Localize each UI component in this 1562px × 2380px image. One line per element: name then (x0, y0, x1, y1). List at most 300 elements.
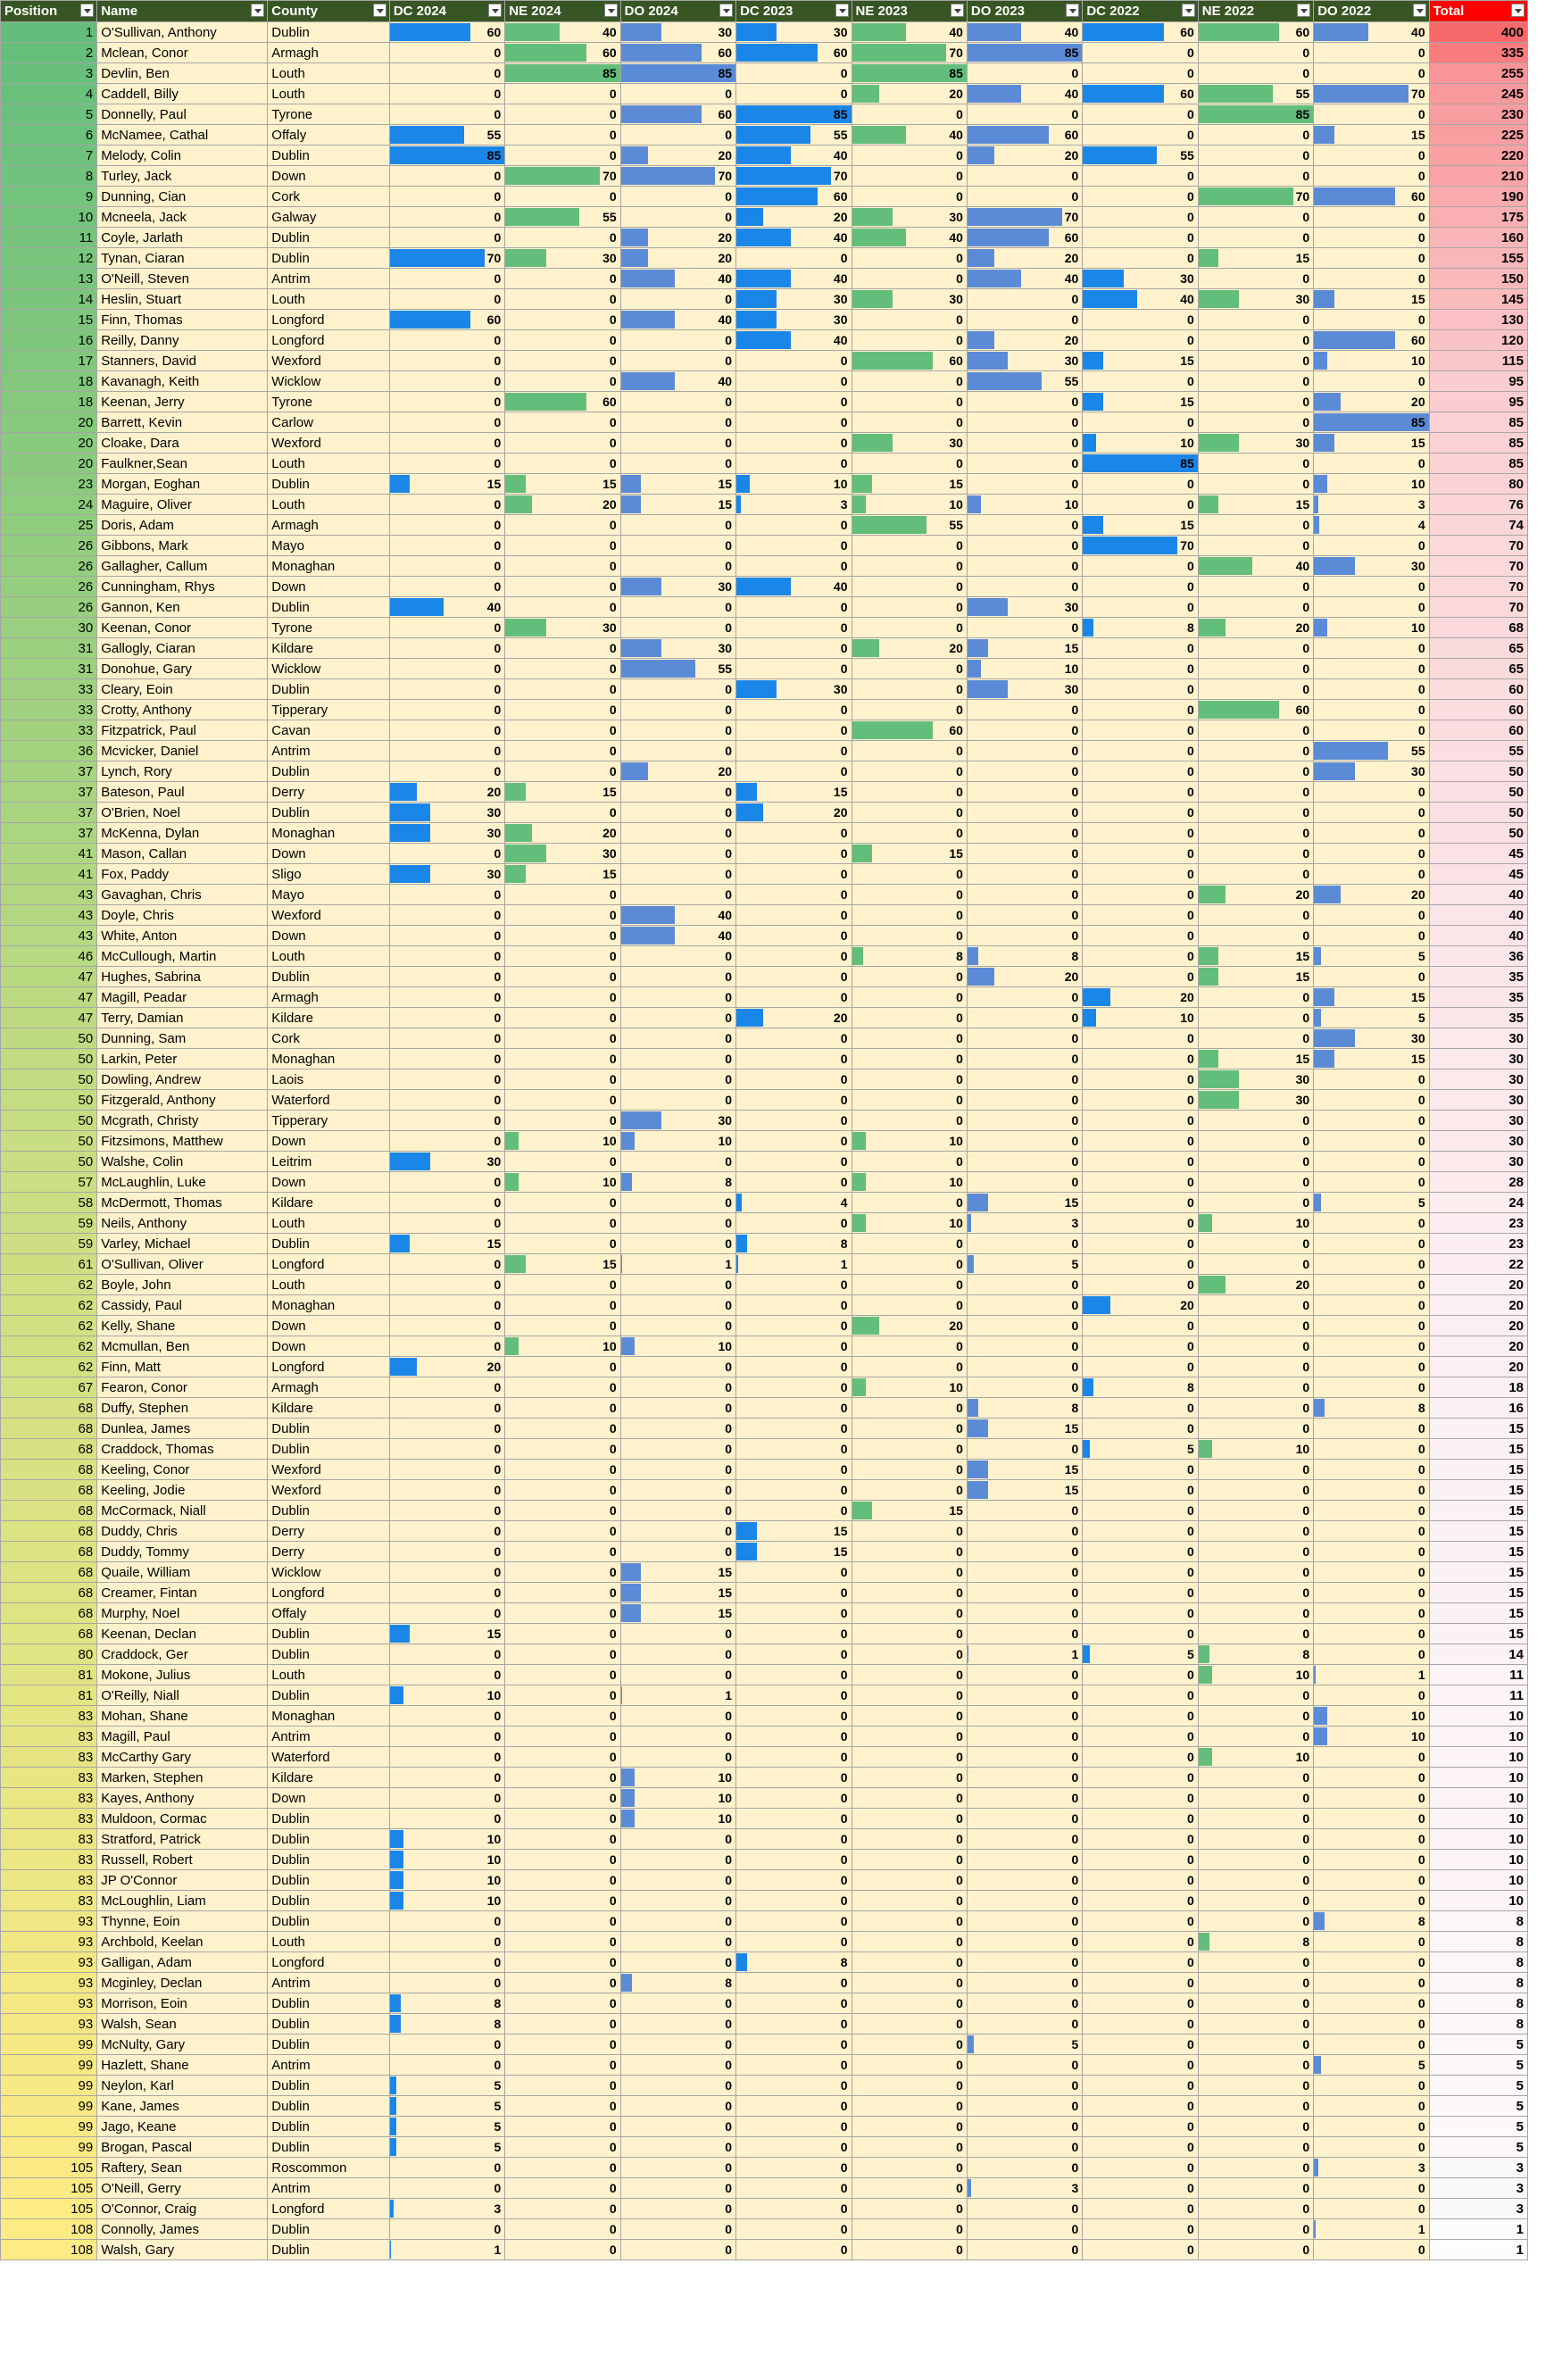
ne-score-cell[interactable] (505, 905, 620, 926)
dc-score-cell[interactable] (1083, 187, 1198, 207)
do-score-cell[interactable] (1314, 946, 1429, 967)
ne-score-cell[interactable] (505, 946, 620, 967)
do-score-cell[interactable] (967, 1357, 1082, 1377)
total-cell[interactable]: 15 (1429, 1439, 1527, 1460)
do-score-cell[interactable] (1314, 43, 1429, 63)
do-score-cell[interactable] (967, 2117, 1082, 2137)
ne-score-cell[interactable] (505, 1809, 620, 1829)
ne-score-cell[interactable] (852, 1254, 967, 1275)
ne-score-cell[interactable] (1198, 1398, 1313, 1419)
total-cell[interactable]: 3 (1429, 2199, 1527, 2219)
county-cell[interactable]: Down (268, 1172, 390, 1193)
ne-score-cell[interactable] (852, 782, 967, 803)
name-cell[interactable]: Mclean, Conor (97, 43, 268, 63)
dc-score-cell[interactable] (1083, 1336, 1198, 1357)
ne-score-cell[interactable] (505, 1850, 620, 1870)
dc-score-cell[interactable] (1083, 1624, 1198, 1644)
county-cell[interactable]: Mayo (268, 536, 390, 556)
filter-dropdown-icon[interactable] (80, 4, 94, 17)
dc-score-cell[interactable] (1083, 1069, 1198, 1090)
do-score-cell[interactable] (620, 1973, 735, 1993)
dc-score-cell[interactable] (1083, 1562, 1198, 1583)
dc-score-cell[interactable] (1083, 1727, 1198, 1747)
position-cell[interactable]: 93 (1, 1952, 97, 1973)
ne-score-cell[interactable] (852, 597, 967, 618)
dc-score-cell[interactable] (736, 1008, 852, 1028)
ne-score-cell[interactable] (505, 515, 620, 536)
ne-score-cell[interactable] (505, 597, 620, 618)
county-cell[interactable]: Kildare (268, 1398, 390, 1419)
do-score-cell[interactable] (620, 351, 735, 371)
total-cell[interactable]: 15 (1429, 1542, 1527, 1562)
dc-score-cell[interactable] (389, 1316, 504, 1336)
dc-score-cell[interactable] (389, 515, 504, 536)
do-score-cell[interactable] (967, 22, 1082, 43)
dc-score-cell[interactable] (389, 803, 504, 823)
name-cell[interactable]: Gallogly, Ciaran (97, 638, 268, 659)
county-cell[interactable]: Dublin (268, 1685, 390, 1706)
ne-score-cell[interactable] (505, 1768, 620, 1788)
ne-score-cell[interactable] (505, 1254, 620, 1275)
ne-score-cell[interactable] (852, 1665, 967, 1685)
total-cell[interactable]: 60 (1429, 720, 1527, 741)
filter-dropdown-icon[interactable] (251, 4, 264, 17)
do-score-cell[interactable] (620, 1111, 735, 1131)
do-score-cell[interactable] (967, 1193, 1082, 1213)
position-cell[interactable]: 68 (1, 1398, 97, 1419)
ne-score-cell[interactable] (505, 2199, 620, 2219)
position-cell[interactable]: 14 (1, 289, 97, 310)
dc-score-cell[interactable] (1083, 618, 1198, 638)
position-cell[interactable]: 93 (1, 1911, 97, 1932)
do-score-cell[interactable] (967, 1460, 1082, 1480)
county-cell[interactable]: Longford (268, 1357, 390, 1377)
ne-score-cell[interactable] (505, 1336, 620, 1357)
ne-score-cell[interactable] (505, 2096, 620, 2117)
do-score-cell[interactable] (620, 1706, 735, 1727)
county-cell[interactable]: Down (268, 577, 390, 597)
total-cell[interactable]: 74 (1429, 515, 1527, 536)
do-score-cell[interactable] (1314, 2158, 1429, 2178)
dc-score-cell[interactable] (736, 1234, 852, 1254)
ne-score-cell[interactable] (852, 1069, 967, 1090)
do-score-cell[interactable] (620, 1357, 735, 1377)
do-score-cell[interactable] (967, 474, 1082, 495)
dc-score-cell[interactable] (736, 844, 852, 864)
dc-score-cell[interactable] (1083, 2137, 1198, 2158)
dc-score-cell[interactable] (389, 536, 504, 556)
total-cell[interactable]: 10 (1429, 1809, 1527, 1829)
ne-score-cell[interactable] (505, 782, 620, 803)
dc-score-cell[interactable] (1083, 741, 1198, 761)
ne-score-cell[interactable] (1198, 228, 1313, 248)
ne-score-cell[interactable] (852, 1706, 967, 1727)
county-cell[interactable]: Monaghan (268, 556, 390, 577)
ne-score-cell[interactable] (1198, 926, 1313, 946)
position-cell[interactable]: 12 (1, 248, 97, 269)
position-cell[interactable]: 108 (1, 2240, 97, 2260)
do-score-cell[interactable] (1314, 125, 1429, 146)
name-cell[interactable]: Gannon, Ken (97, 597, 268, 618)
dc-score-cell[interactable] (736, 782, 852, 803)
do-score-cell[interactable] (620, 269, 735, 289)
county-cell[interactable]: Louth (268, 495, 390, 515)
do-score-cell[interactable] (1314, 741, 1429, 761)
ne-score-cell[interactable] (1198, 1932, 1313, 1952)
total-cell[interactable]: 40 (1429, 926, 1527, 946)
do-score-cell[interactable] (967, 1644, 1082, 1665)
position-cell[interactable]: 18 (1, 371, 97, 392)
ne-score-cell[interactable] (1198, 700, 1313, 720)
county-cell[interactable]: Louth (268, 454, 390, 474)
ne-score-cell[interactable] (1198, 454, 1313, 474)
total-cell[interactable]: 150 (1429, 269, 1527, 289)
name-cell[interactable]: Dowling, Andrew (97, 1069, 268, 1090)
do-score-cell[interactable] (967, 1624, 1082, 1644)
county-cell[interactable]: Antrim (268, 2055, 390, 2076)
do-score-cell[interactable] (620, 1583, 735, 1603)
ne-score-cell[interactable] (505, 1172, 620, 1193)
do-score-cell[interactable] (1314, 1439, 1429, 1460)
name-cell[interactable]: Raftery, Sean (97, 2158, 268, 2178)
county-cell[interactable]: Monaghan (268, 1295, 390, 1316)
dc-score-cell[interactable] (1083, 1152, 1198, 1172)
ne-score-cell[interactable] (1198, 2055, 1313, 2076)
dc-score-cell[interactable] (389, 1521, 504, 1542)
ne-score-cell[interactable] (1198, 495, 1313, 515)
do-score-cell[interactable] (620, 166, 735, 187)
do-score-cell[interactable] (620, 885, 735, 905)
county-cell[interactable]: Longford (268, 2199, 390, 2219)
do-score-cell[interactable] (620, 1932, 735, 1952)
ne-score-cell[interactable] (1198, 125, 1313, 146)
do-score-cell[interactable] (967, 1603, 1082, 1624)
do-score-cell[interactable] (1314, 146, 1429, 166)
do-score-cell[interactable] (1314, 310, 1429, 330)
dc-score-cell[interactable] (736, 1993, 852, 2014)
dc-score-cell[interactable] (736, 1747, 852, 1768)
dc-score-cell[interactable] (736, 228, 852, 248)
do-score-cell[interactable] (1314, 1028, 1429, 1049)
ne-score-cell[interactable] (1198, 1603, 1313, 1624)
do-score-cell[interactable] (620, 515, 735, 536)
dc-score-cell[interactable] (1083, 1439, 1198, 1460)
dc-score-cell[interactable] (736, 2096, 852, 2117)
ne-score-cell[interactable] (1198, 1357, 1313, 1377)
total-cell[interactable]: 10 (1429, 1747, 1527, 1768)
county-cell[interactable]: Dublin (268, 1624, 390, 1644)
dc-score-cell[interactable] (389, 1891, 504, 1911)
ne-score-cell[interactable] (505, 1727, 620, 1747)
filter-dropdown-icon[interactable] (1413, 4, 1426, 17)
dc-score-cell[interactable] (1083, 351, 1198, 371)
do-score-cell[interactable] (967, 1275, 1082, 1295)
dc-score-cell[interactable] (736, 2240, 852, 2260)
ne-score-cell[interactable] (1198, 761, 1313, 782)
dc-score-cell[interactable] (1083, 1685, 1198, 1706)
ne-score-cell[interactable] (852, 2076, 967, 2096)
county-cell[interactable]: Dublin (268, 679, 390, 700)
dc-score-cell[interactable] (1083, 638, 1198, 659)
dc-score-cell[interactable] (736, 618, 852, 638)
filter-dropdown-icon[interactable] (1297, 4, 1310, 17)
county-cell[interactable]: Monaghan (268, 1049, 390, 1069)
county-cell[interactable]: Dublin (268, 1993, 390, 2014)
dc-score-cell[interactable] (736, 104, 852, 125)
dc-score-cell[interactable] (1083, 1583, 1198, 1603)
ne-score-cell[interactable] (1198, 1480, 1313, 1501)
ne-score-cell[interactable] (852, 1480, 967, 1501)
ne-score-cell[interactable] (505, 1357, 620, 1377)
name-cell[interactable]: O'Neill, Steven (97, 269, 268, 289)
dc-score-cell[interactable] (736, 1644, 852, 1665)
do-score-cell[interactable] (620, 22, 735, 43)
do-score-cell[interactable] (1314, 1870, 1429, 1891)
dc-score-cell[interactable] (1083, 515, 1198, 536)
dc-score-cell[interactable] (389, 1932, 504, 1952)
ne-score-cell[interactable] (852, 207, 967, 228)
ne-score-cell[interactable] (1198, 1336, 1313, 1357)
position-cell[interactable]: 93 (1, 2014, 97, 2035)
dc-score-cell[interactable] (389, 597, 504, 618)
do-score-cell[interactable] (967, 392, 1082, 412)
total-cell[interactable]: 10 (1429, 1829, 1527, 1850)
dc-score-cell[interactable] (736, 1870, 852, 1891)
ne-score-cell[interactable] (852, 1870, 967, 1891)
county-cell[interactable]: Dublin (268, 967, 390, 987)
dc-score-cell[interactable] (736, 1501, 852, 1521)
ne-score-cell[interactable] (505, 1603, 620, 1624)
ne-score-cell[interactable] (1198, 1254, 1313, 1275)
do-score-cell[interactable] (967, 1028, 1082, 1049)
filter-dropdown-icon[interactable] (835, 4, 849, 17)
do-score-cell[interactable] (1314, 1665, 1429, 1685)
do-score-cell[interactable] (620, 1439, 735, 1460)
name-cell[interactable]: White, Anton (97, 926, 268, 946)
do-score-cell[interactable] (620, 782, 735, 803)
total-cell[interactable]: 220 (1429, 146, 1527, 166)
name-cell[interactable]: Mason, Callan (97, 844, 268, 864)
ne-score-cell[interactable] (852, 638, 967, 659)
dc-score-cell[interactable] (1083, 269, 1198, 289)
ne-score-cell[interactable] (1198, 351, 1313, 371)
position-cell[interactable]: 59 (1, 1213, 97, 1234)
ne-score-cell[interactable] (852, 1891, 967, 1911)
position-cell[interactable]: 105 (1, 2199, 97, 2219)
do-score-cell[interactable] (1314, 207, 1429, 228)
position-cell[interactable]: 83 (1, 1788, 97, 1809)
total-cell[interactable]: 225 (1429, 125, 1527, 146)
position-cell[interactable]: 80 (1, 1644, 97, 1665)
do-score-cell[interactable] (967, 1911, 1082, 1932)
dc-score-cell[interactable] (1083, 1973, 1198, 1993)
ne-score-cell[interactable] (852, 987, 967, 1008)
ne-score-cell[interactable] (1198, 371, 1313, 392)
ne-score-cell[interactable] (505, 1706, 620, 1727)
total-cell[interactable]: 8 (1429, 1993, 1527, 2014)
ne-score-cell[interactable] (505, 2076, 620, 2096)
position-cell[interactable]: 93 (1, 1993, 97, 2014)
do-score-cell[interactable] (967, 741, 1082, 761)
ne-score-cell[interactable] (852, 2240, 967, 2260)
ne-score-cell[interactable] (1198, 885, 1313, 905)
name-cell[interactable]: Mcvicker, Daniel (97, 741, 268, 761)
do-score-cell[interactable] (620, 597, 735, 618)
ne-score-cell[interactable] (505, 269, 620, 289)
dc-score-cell[interactable] (736, 392, 852, 412)
ne-score-cell[interactable] (852, 1993, 967, 2014)
do-score-cell[interactable] (1314, 1090, 1429, 1111)
ne-score-cell[interactable] (852, 1336, 967, 1357)
ne-score-cell[interactable] (505, 371, 620, 392)
ne-score-cell[interactable] (1198, 1295, 1313, 1316)
dc-score-cell[interactable] (1083, 1501, 1198, 1521)
ne-score-cell[interactable] (1198, 2199, 1313, 2219)
dc-score-cell[interactable] (736, 2199, 852, 2219)
do-score-cell[interactable] (967, 1501, 1082, 1521)
ne-score-cell[interactable] (505, 1069, 620, 1090)
filter-dropdown-icon[interactable] (488, 4, 502, 17)
do-score-cell[interactable] (1314, 392, 1429, 412)
dc-score-cell[interactable] (389, 946, 504, 967)
dc-score-cell[interactable] (736, 2076, 852, 2096)
position-cell[interactable]: 37 (1, 761, 97, 782)
position-cell[interactable]: 31 (1, 659, 97, 679)
dc-score-cell[interactable] (389, 618, 504, 638)
do-score-cell[interactable] (620, 43, 735, 63)
position-cell[interactable]: 20 (1, 412, 97, 433)
position-cell[interactable]: 50 (1, 1131, 97, 1152)
total-cell[interactable]: 400 (1429, 22, 1527, 43)
dc-score-cell[interactable] (389, 1008, 504, 1028)
total-cell[interactable]: 40 (1429, 905, 1527, 926)
position-cell[interactable]: 3 (1, 63, 97, 84)
position-cell[interactable]: 43 (1, 905, 97, 926)
dc-score-cell[interactable] (736, 1460, 852, 1480)
dc-score-cell[interactable] (389, 22, 504, 43)
do-score-cell[interactable] (620, 310, 735, 330)
dc-score-cell[interactable] (1083, 1603, 1198, 1624)
dc-score-cell[interactable] (389, 84, 504, 104)
ne-score-cell[interactable] (1198, 844, 1313, 864)
dc-score-cell[interactable] (389, 166, 504, 187)
county-cell[interactable]: Dublin (268, 1850, 390, 1870)
ne-score-cell[interactable] (1198, 720, 1313, 741)
ne-score-cell[interactable] (852, 803, 967, 823)
county-cell[interactable]: Derry (268, 1521, 390, 1542)
position-cell[interactable]: 105 (1, 2158, 97, 2178)
do-score-cell[interactable] (620, 1172, 735, 1193)
ne-score-cell[interactable] (852, 2199, 967, 2219)
do-score-cell[interactable] (967, 700, 1082, 720)
dc-score-cell[interactable] (736, 556, 852, 577)
do-score-cell[interactable] (967, 1254, 1082, 1275)
dc-score-cell[interactable] (736, 289, 852, 310)
total-cell[interactable]: 60 (1429, 679, 1527, 700)
ne-score-cell[interactable] (505, 187, 620, 207)
ne-score-cell[interactable] (1198, 146, 1313, 166)
ne-score-cell[interactable] (1198, 946, 1313, 967)
do-score-cell[interactable] (967, 125, 1082, 146)
name-cell[interactable]: Muldoon, Cormac (97, 1809, 268, 1829)
dc-score-cell[interactable] (389, 1870, 504, 1891)
county-cell[interactable]: Monaghan (268, 1706, 390, 1727)
position-cell[interactable]: 62 (1, 1336, 97, 1357)
name-cell[interactable]: Mohan, Shane (97, 1706, 268, 1727)
ne-score-cell[interactable] (1198, 556, 1313, 577)
dc-score-cell[interactable] (389, 371, 504, 392)
dc-score-cell[interactable] (389, 844, 504, 864)
ne-score-cell[interactable] (1198, 1501, 1313, 1521)
do-score-cell[interactable] (1314, 2240, 1429, 2260)
dc-score-cell[interactable] (1083, 392, 1198, 412)
dc-score-cell[interactable] (736, 1336, 852, 1357)
do-score-cell[interactable] (967, 1665, 1082, 1685)
do-score-cell[interactable] (620, 2137, 735, 2158)
do-score-cell[interactable] (1314, 1993, 1429, 2014)
position-cell[interactable]: 50 (1, 1111, 97, 1131)
county-cell[interactable]: Longford (268, 1583, 390, 1603)
ne-score-cell[interactable] (505, 1583, 620, 1603)
dc-score-cell[interactable] (1083, 1419, 1198, 1439)
ne-score-cell[interactable] (505, 1193, 620, 1213)
dc-score-cell[interactable] (736, 1439, 852, 1460)
ne-score-cell[interactable] (852, 1357, 967, 1377)
ne-score-cell[interactable] (1198, 269, 1313, 289)
ne-score-cell[interactable] (505, 638, 620, 659)
name-cell[interactable]: Boyle, John (97, 1275, 268, 1295)
ne-score-cell[interactable] (505, 2219, 620, 2240)
ne-score-cell[interactable] (505, 618, 620, 638)
total-cell[interactable]: 15 (1429, 1562, 1527, 1583)
ne-score-cell[interactable] (1198, 187, 1313, 207)
ne-score-cell[interactable] (1198, 2240, 1313, 2260)
dc-score-cell[interactable] (389, 1644, 504, 1665)
do-score-cell[interactable] (620, 1788, 735, 1809)
do-score-cell[interactable] (1314, 864, 1429, 885)
dc-score-cell[interactable] (389, 1398, 504, 1419)
county-cell[interactable]: Dublin (268, 2096, 390, 2117)
do-score-cell[interactable] (1314, 515, 1429, 536)
do-score-cell[interactable] (1314, 1562, 1429, 1583)
dc-score-cell[interactable] (389, 1603, 504, 1624)
do-score-cell[interactable] (620, 1562, 735, 1583)
dc-score-cell[interactable] (389, 412, 504, 433)
do-score-cell[interactable] (967, 104, 1082, 125)
do-score-cell[interactable] (620, 2076, 735, 2096)
dc-score-cell[interactable] (736, 1152, 852, 1172)
total-cell[interactable]: 35 (1429, 967, 1527, 987)
total-cell[interactable]: 20 (1429, 1295, 1527, 1316)
do-score-cell[interactable] (1314, 1768, 1429, 1788)
ne-score-cell[interactable] (852, 371, 967, 392)
ne-score-cell[interactable] (1198, 1090, 1313, 1111)
county-cell[interactable]: Waterford (268, 1747, 390, 1768)
county-cell[interactable]: Antrim (268, 1973, 390, 1993)
ne-score-cell[interactable] (505, 1008, 620, 1028)
ne-score-cell[interactable] (1198, 104, 1313, 125)
county-cell[interactable]: Down (268, 926, 390, 946)
dc-score-cell[interactable] (736, 2055, 852, 2076)
dc-score-cell[interactable] (1083, 2117, 1198, 2137)
county-cell[interactable]: Wexford (268, 1460, 390, 1480)
ne-score-cell[interactable] (1198, 1829, 1313, 1850)
ne-score-cell[interactable] (852, 926, 967, 946)
do-score-cell[interactable] (967, 803, 1082, 823)
county-cell[interactable]: Louth (268, 63, 390, 84)
dc-score-cell[interactable] (1083, 885, 1198, 905)
do-score-cell[interactable] (967, 63, 1082, 84)
